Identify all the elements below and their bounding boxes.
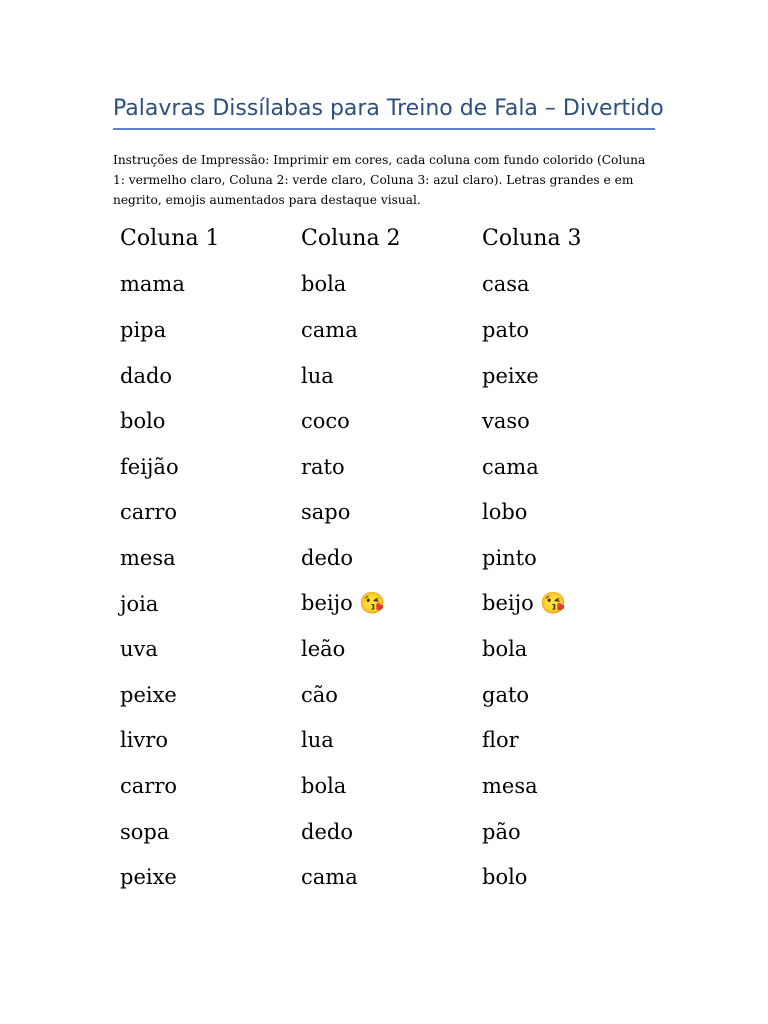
word-cell: leão bbox=[301, 637, 346, 662]
word-cell: carro bbox=[120, 500, 178, 525]
print-instructions: Instruções de Impressão: Imprimir em cores, cada coluna com fundo colorido (Coluna 1: vermelho claro, Coluna 2: verde claro, Coluna 3: azul claro). Letras grandes e em negrito, emojis aumentados para destaque visual. bbox=[113, 153, 646, 207]
table-row bbox=[120, 398, 663, 444]
word-cell: bolo bbox=[482, 865, 528, 890]
word-cell: vaso bbox=[482, 409, 530, 434]
table-row bbox=[120, 262, 663, 308]
word-cell: beijo 😘 bbox=[301, 591, 386, 616]
table-row bbox=[120, 672, 663, 718]
column-header: Coluna 1 bbox=[120, 226, 220, 252]
table-row bbox=[120, 307, 663, 353]
word-cell: sopa bbox=[120, 819, 170, 844]
word-cell: lua bbox=[301, 363, 334, 388]
table-row bbox=[120, 444, 663, 490]
word-cell: dado bbox=[120, 363, 173, 388]
word-cell: cama bbox=[301, 865, 358, 890]
word-cell: dedo bbox=[301, 819, 353, 844]
word-cell: bola bbox=[301, 272, 347, 297]
word-cell: dedo bbox=[301, 545, 353, 570]
word-cell: casa bbox=[482, 272, 530, 297]
word-cell: mesa bbox=[482, 773, 538, 798]
word-cell: carro bbox=[120, 773, 178, 798]
table-body bbox=[120, 262, 663, 900]
word-cell: rato bbox=[301, 454, 345, 479]
word-cell: pinto bbox=[482, 545, 537, 570]
page-title: Palavras Dissílabas para Treino de Fala – Divertido bbox=[113, 96, 664, 121]
word-cell: gato bbox=[482, 682, 530, 707]
word-cell: peixe bbox=[120, 682, 177, 707]
word-cell: peixe bbox=[482, 363, 539, 388]
word-cell: joia bbox=[120, 591, 159, 616]
table-row bbox=[120, 353, 663, 399]
column-header: Coluna 2 bbox=[301, 226, 401, 252]
word-cell: beijo 😘 bbox=[482, 591, 567, 616]
word-cell: uva bbox=[120, 637, 158, 662]
word-table bbox=[120, 216, 663, 900]
table-row bbox=[120, 809, 663, 855]
word-cell: lua bbox=[301, 728, 334, 753]
table-row bbox=[120, 718, 663, 764]
word-cell: sapo bbox=[301, 500, 351, 525]
word-cell: cama bbox=[482, 454, 539, 479]
word-cell: peixe bbox=[120, 865, 177, 890]
word-cell: feijão bbox=[120, 454, 179, 479]
word-cell: bola bbox=[301, 773, 347, 798]
table-row bbox=[120, 763, 663, 809]
table-header-row bbox=[120, 216, 663, 262]
word-cell: pão bbox=[482, 819, 521, 844]
word-cell: mesa bbox=[120, 545, 176, 570]
column-header: Coluna 3 bbox=[482, 226, 582, 252]
table-row bbox=[120, 581, 663, 627]
table-row bbox=[120, 854, 663, 900]
word-cell: mama bbox=[120, 272, 185, 297]
word-cell: cama bbox=[301, 317, 358, 342]
word-cell: bola bbox=[482, 637, 528, 662]
word-cell: livro bbox=[120, 728, 168, 753]
word-cell: bolo bbox=[120, 409, 166, 434]
word-cell: pipa bbox=[120, 317, 167, 342]
table-row bbox=[120, 535, 663, 581]
title-underline bbox=[113, 128, 655, 130]
word-cell: lobo bbox=[482, 500, 528, 525]
table-row bbox=[120, 490, 663, 536]
table-row bbox=[120, 626, 663, 672]
word-cell: coco bbox=[301, 409, 350, 434]
word-cell: pato bbox=[482, 317, 530, 342]
word-cell: cão bbox=[301, 682, 338, 707]
word-cell: flor bbox=[482, 728, 519, 753]
